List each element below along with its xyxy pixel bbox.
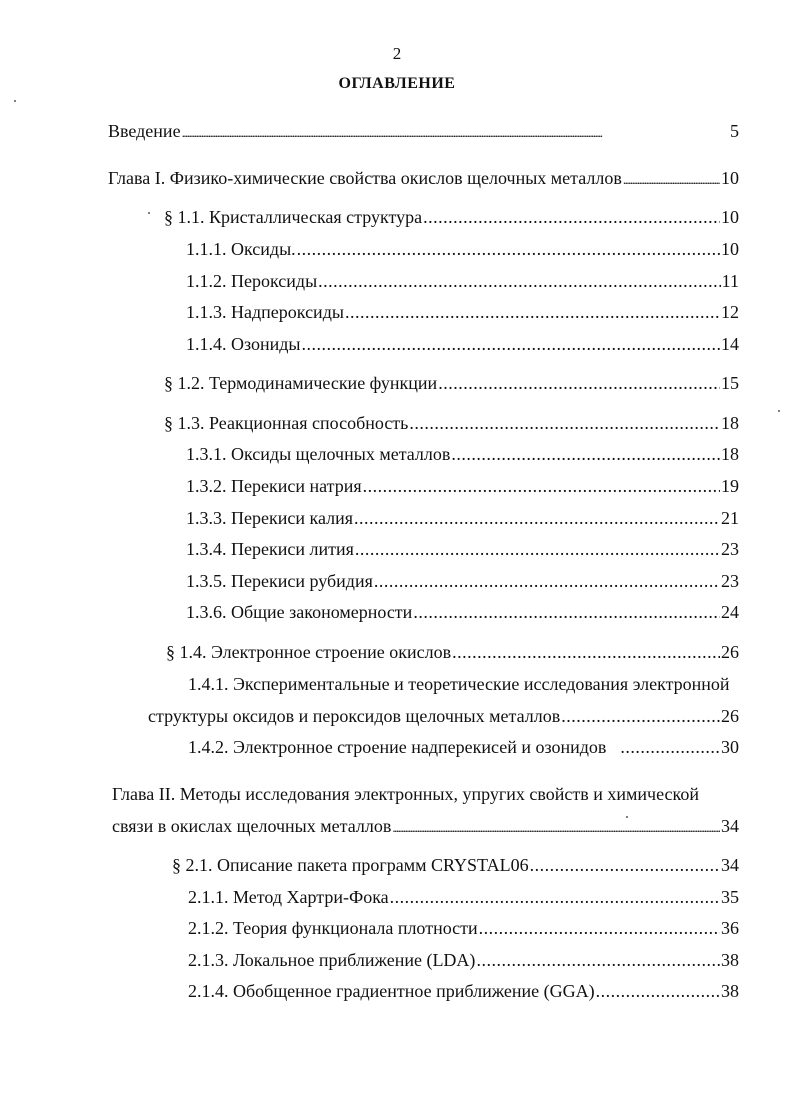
leader-dots — [354, 507, 720, 529]
toc-page: 38 — [721, 981, 739, 1001]
toc-label: Введение — [108, 121, 181, 141]
toc-entry-2-1-2 — [188, 917, 739, 939]
toc-entry-1-3-4 — [186, 538, 739, 560]
toc-page: 24 — [721, 602, 739, 622]
toc-entry-1-1-4 — [186, 333, 739, 355]
leader-dots — [363, 475, 720, 497]
leader-dots — [623, 167, 720, 191]
toc-label: § 1.3. Реакционная способность — [164, 413, 409, 433]
toc-page: 30 — [721, 737, 739, 757]
toc-entry-1-4-1-line2 — [148, 705, 739, 727]
toc-entry-2-1 — [172, 854, 739, 876]
toc-entry-1-3-1 — [186, 443, 739, 465]
leader-dots — [452, 641, 720, 663]
toc-label: 2.1.3. Локальное приближение (LDA) — [188, 950, 476, 970]
toc-label: 1.3.5. Перекиси рубидия — [186, 571, 373, 591]
toc-page: 18 — [721, 444, 739, 464]
toc-label: § 1.4. Электронное строение окислов — [166, 642, 452, 662]
toc-entry-1-4-2 — [188, 736, 739, 758]
toc-label: 1.3.3. Перекиси калия — [186, 508, 353, 528]
scan-speck — [626, 816, 628, 818]
leader-dots — [409, 412, 720, 434]
leader-dots — [345, 301, 720, 323]
leader-dots — [530, 854, 720, 876]
leader-dots — [182, 120, 729, 144]
toc-page: 12 — [721, 302, 739, 322]
toc-entry-1-3-3 — [186, 507, 739, 529]
toc-entry-1-3-5 — [186, 570, 739, 592]
leader-dots — [438, 372, 720, 394]
toc-entry-1-1-3 — [186, 301, 739, 323]
leader-dots — [596, 980, 720, 1002]
toc-label: § 2.1. Описание пакета программ CRYSTAL06 — [172, 855, 529, 875]
toc-entry-chapter-2-line2 — [112, 815, 739, 839]
leader-dots — [476, 949, 720, 971]
toc-page: 26 — [721, 706, 739, 726]
toc-label: 1.3.6. Общие закономерности — [186, 602, 413, 622]
leader-dots — [355, 538, 720, 560]
page-number: 2 — [392, 44, 402, 63]
leader-dots — [297, 238, 720, 260]
toc-label: 1.4.2. Электронное строение надперекисей и озонидов — [188, 737, 607, 757]
leader-dots — [374, 570, 720, 592]
toc-entry-1-2 — [164, 372, 739, 394]
toc-entry-intro — [108, 120, 739, 144]
toc-entry-1-4-1-line1: 1.4.1. Экспериментальные и теоретические исследования электронной — [188, 674, 730, 694]
toc-page: 15 — [721, 373, 739, 393]
leader-dots — [392, 815, 720, 839]
toc-page: 19 — [721, 476, 739, 496]
toc-label: 2.1.1. Метод Хартри-Фока — [188, 887, 389, 907]
toc-entry-1-3-2 — [186, 475, 739, 497]
toc-label: § 1.1. Кристаллическая структура — [164, 207, 423, 227]
leader-dots — [620, 736, 720, 758]
leader-dots — [318, 270, 720, 292]
toc-entry-chapter-2-line1: Глава II. Методы исследования электронных, упругих свойств и химической — [112, 784, 700, 804]
toc-entry-2-1-3 — [188, 949, 739, 971]
toc-page: 34 — [721, 855, 739, 875]
toc-page: 26 — [721, 642, 739, 662]
page-title: ОГЛАВЛЕНИЕ — [338, 75, 456, 92]
scan-speck — [148, 212, 150, 214]
toc-page: 21 — [721, 508, 739, 528]
toc-label: 2.1.4. Обобщенное градиентное приближение (GGA) — [188, 981, 595, 1001]
toc-label: 1.1.1. Оксиды. — [186, 239, 296, 259]
toc-entry-1-4 — [166, 641, 739, 663]
toc-entry-2-1-4 — [188, 980, 739, 1002]
toc-label: 1.1.3. Надпероксиды — [186, 302, 344, 322]
toc-label: 1.3.4. Перекиси лития — [186, 539, 354, 559]
toc-page: 10 — [721, 207, 739, 227]
toc-page: 23 — [721, 571, 739, 591]
toc-label: 1.1.4. Озониды — [186, 334, 301, 354]
toc-entry-1-1-1 — [186, 238, 739, 260]
leader-dots — [561, 705, 720, 727]
toc-label: § 1.2. Термодинамические функции — [164, 373, 438, 393]
toc-label: 1.3.2. Перекиси натрия — [186, 476, 362, 496]
toc-page: 5 — [730, 121, 739, 141]
toc-page: 11 — [721, 271, 739, 291]
toc-label: 1.3.1. Оксиды щелочных металлов — [186, 444, 451, 464]
leader-dots — [423, 206, 720, 228]
toc-entry-2-1-1 — [188, 886, 739, 908]
toc-label: 2.1.2. Теория функционала плотности — [188, 918, 478, 938]
toc-label: связи в окислах щелочных металлов — [112, 816, 392, 836]
toc-entry-1-3-6 — [186, 601, 739, 623]
toc-page: 38 — [721, 950, 739, 970]
toc-page: 10 — [721, 168, 739, 188]
leader-dots — [413, 601, 720, 623]
leader-dots — [451, 443, 720, 465]
leader-dots — [302, 333, 720, 355]
toc-page: 34 — [721, 816, 739, 836]
toc-label: 1.1.2. Пероксиды — [186, 271, 318, 291]
toc-page: 18 — [721, 413, 739, 433]
leader-dots — [479, 917, 720, 939]
leader-dots — [390, 886, 720, 908]
toc-page: 23 — [721, 539, 739, 559]
toc-label: Глава I. Физико-химические свойства окислов щелочных металлов — [108, 168, 622, 188]
toc-entry-chapter-1 — [108, 167, 739, 191]
toc-entry-1-3 — [164, 412, 739, 434]
toc-page: 36 — [721, 918, 739, 938]
toc-page: 10 — [721, 239, 739, 259]
scan-speck — [14, 100, 16, 102]
toc-page: 35 — [721, 887, 739, 907]
toc-entry-1-1 — [164, 206, 739, 228]
toc-entry-1-1-2 — [186, 270, 739, 292]
toc-label: структуры оксидов и пероксидов щелочных металлов — [148, 706, 561, 726]
scan-speck — [778, 410, 780, 412]
toc-page: 14 — [721, 334, 739, 354]
